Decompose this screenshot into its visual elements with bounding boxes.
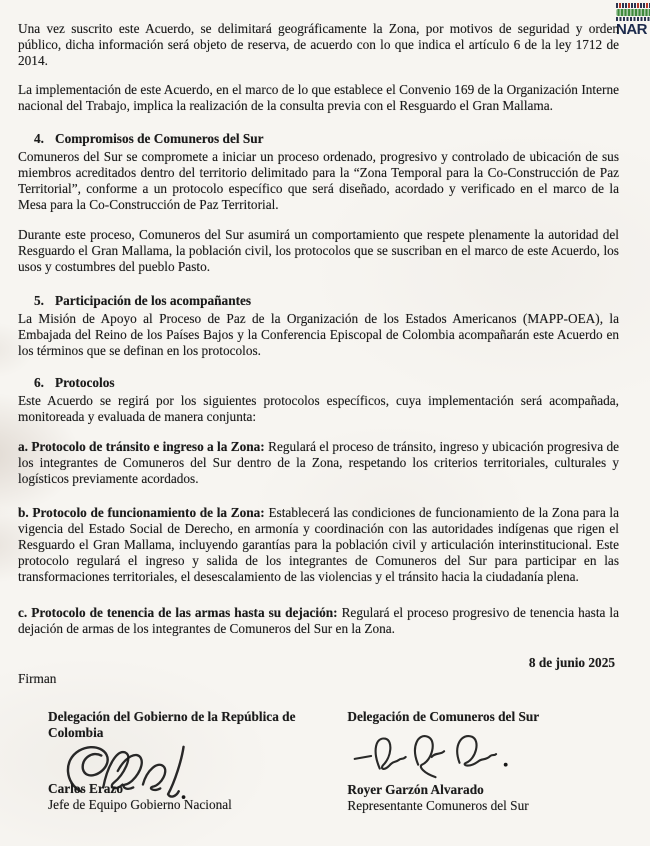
protocol-c-paragraph: [18, 605, 619, 637]
protocol-b-lead: b. Protocolo de funcionamiento de la Zona:: [18, 505, 265, 520]
section-4-paragraph-1: Comuneros del Sur se compromete a iniciar un proceso ordenado, progresivo y controlado de ubicación de sus miembros acreditados dentro del territorio delimitado para la “Zona Temporal para la Co-Construcción de Paz Territorial”, conforme a un protocolo específico que será diseñado, acordado y verificado en el marco de la Mesa para la Co-Construcción de Paz Territorial.: [18, 149, 619, 212]
protocol-a-lead: a. Protocolo de tránsito e ingreso a la Zona:: [18, 439, 265, 454]
protocol-a-text: Regulará el proceso de tránsito, ingreso y ubicación progresiva de los integrantes de Comuneros del Sur dentro de la Zona, respetando los criterios territoriales, culturales y logísticos previamente acordados.: [18, 439, 619, 486]
signature-date: 8 de junio 2025: [528, 655, 615, 670]
section-6-title: Protocolos: [54, 375, 115, 390]
government-delegation-signature: [48, 709, 325, 814]
comuneros-delegation-heading: Delegación de Comuneros del Sur: [347, 709, 540, 724]
section-4-paragraph-2: Durante este proceso, Comuneros del Sur asumirá un comportamiento que respete plenamente la autoridad del Resguardo el Gran Mallama, la población civil, los protocolos que se suscriban en el marco de este Acuerdo, los usos y costumbres del pueblo Pasto.: [18, 227, 619, 274]
section-4-title: Compromisos de Comuneros del Sur: [54, 131, 264, 146]
section-5-title: Participación de los acompañantes: [54, 293, 252, 308]
section-4-number: 4.: [34, 131, 44, 146]
section-5-number: 5.: [34, 293, 44, 308]
protocol-c-text: Regulará el proceso progresivo de tenencia hasta la dejación de armas de los integrantes de Comuneros del Sur en la Zona.: [18, 605, 619, 636]
protocol-c-lead: c. Protocolo de tenencia de las armas hasta su dejación:: [18, 605, 338, 620]
logo-wordmark: NAR: [616, 21, 647, 37]
section-6-number: 6.: [34, 375, 44, 390]
section-6-paragraph-1: Este Acuerdo se regirá por los siguientes protocolos específicos, cuya implementación será acompañada, monitoreada y evaluada de manera conjunta:: [18, 393, 619, 424]
comuneros-signer-role: Representante Comuneros del Sur: [347, 798, 529, 813]
government-signer-role: Jefe de Equipo Gobierno Nacional: [48, 797, 232, 812]
section-4-heading: [18, 131, 619, 147]
protocol-a-paragraph: [18, 439, 619, 487]
comuneros-delegation-signature: [347, 709, 619, 814]
section-5-heading: [18, 293, 619, 309]
signature-block: [18, 709, 619, 814]
comuneros-signer-name: Royer Garzón Alvarado: [347, 782, 484, 797]
intro-paragraph-1: Una vez suscrito este Acuerdo, se delimitará geográficamente la Zona, por motivos de seguridad y orden público, dicha información será objeto de reserva, de acuerdo con lo que indica el artículo 6 de la ley 1712 de 2014.: [18, 21, 619, 68]
section-5-paragraph-1: La Misión de Apoyo al Proceso de Paz de la Organización de los Estados Americanos (MAPP-OEA), la Embajada del Reino de los Países Bajos y la Conferencia Episcopal de Colombia acompañarán este Acuerdo en los términos que se definan en los protocolos.: [18, 311, 619, 358]
section-6-heading: [18, 375, 619, 391]
royer-garzon-signature: [349, 731, 521, 781]
firman-label: Firman: [18, 671, 57, 686]
government-signer-name: Carlos Erazo: [48, 781, 123, 796]
government-delegation-heading: Delegación del Gobierno de la República de Colombia: [48, 709, 296, 740]
protocol-b-paragraph: [18, 505, 619, 585]
protocol-b-text: Establecerá las condiciones de funcionamiento de la Zona para la vigencia del Estado Social de Derecho, en armonía y coordinación con las autoridades indígenas que rigen el Resguardo el Gran Mallama, incluyendo garantías para la población civil y articulación interinstitucional. Este protocolo regulará el ingreso y salida de los integrantes de Comuneros del Sur para participar en las transformaciones territoriales, el desescalamiento de las violencias y el tránsito hacia la ciudadanía plena.: [18, 505, 619, 584]
intro-paragraph-2: La implementación de este Acuerdo, en el marco de lo que establece el Convenio 169 de la Organización Interne nacional del Trabajo, implica la realización de la consulta previa con el Resguardo el Gran Mallama.: [18, 82, 619, 113]
